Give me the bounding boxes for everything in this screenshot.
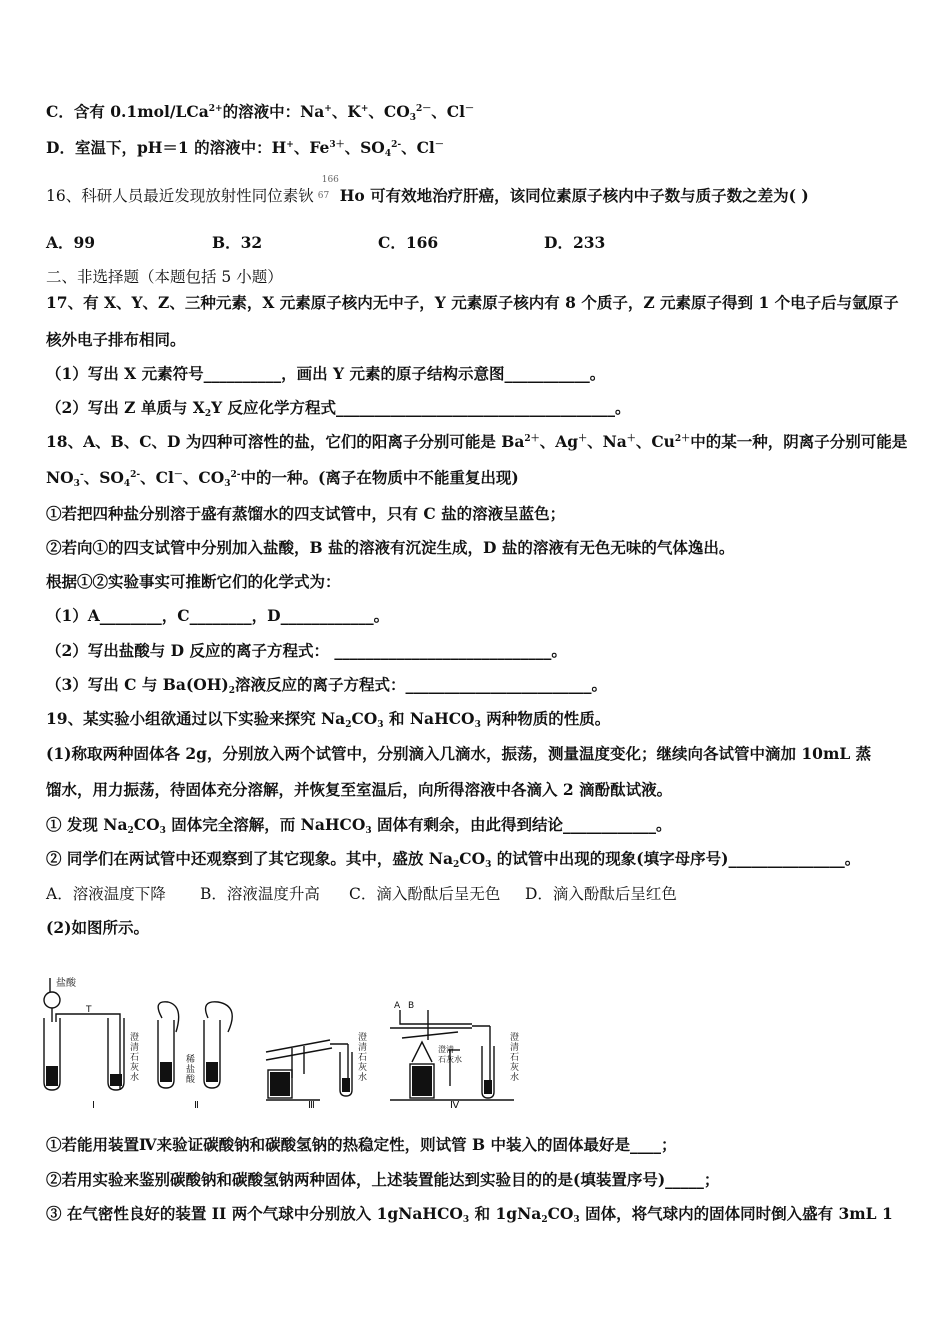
roman-label-4: Ⅳ <box>450 1100 460 1110</box>
small-limewater-line-1: 澄清 <box>438 1045 454 1054</box>
limewater-char-1: 澄 <box>130 1033 140 1043</box>
option-d: D．滴入酚酞后呈红色 <box>525 885 677 903</box>
question-18-fact-2: ②若向①的四支试管中分别加入盐酸，B 盐的溶液有沉淀生成，D 盐的溶液有无色无味的气体逸出。 <box>46 538 735 557</box>
roman-label-2: Ⅱ <box>194 1100 199 1110</box>
question-17-cont: 核外电子排布相同。 <box>46 330 186 349</box>
question-17-part-2: （2）写出 Z 单质与 $X_2Y$ 反应化学方程式____________________________________。 <box>46 398 631 419</box>
question-16-options <box>46 233 605 253</box>
limewater-char-4: 灰 <box>358 1063 368 1073</box>
question-19-q1: ①若能用装置Ⅳ来验证碳酸钠和碳酸氢钠的热稳定性，则试管 B 中装入的固体最好是____； <box>46 1135 677 1154</box>
acid-label: 盐酸 <box>56 978 76 989</box>
tube-a-label: A <box>394 1001 401 1011</box>
dilute-acid-char-1: 稀 <box>186 1055 196 1065</box>
limewater-char-1: 澄 <box>358 1033 368 1043</box>
option-b: B．32 <box>212 233 263 252</box>
question-18-part-1: （1）A________，C________，D____________。 <box>46 606 390 625</box>
question-18: 18、A、B、C、D 为四种可溶性的盐，它们的阳离子分别可能是 $Ba^{2+}$、Ag＋、Na＋、$Cu^{2+}$中的某一种，阴离子分别可能是 <box>46 432 908 451</box>
question-18-part-2: （2）写出盐酸与 D 反应的离子方程式： ____________________________。 <box>46 641 567 660</box>
limewater-char-5: 水 <box>130 1073 140 1083</box>
option-b: B．溶液温度升高 <box>200 885 320 903</box>
option-d-line: D．室温下，pH＝1 的溶液中：H+、$Fe^{3+}$、$SO_4^{2-}$、Cl－ <box>46 138 444 159</box>
question-19-q2: ②若用实验来鉴别碳酸钠和碳酸氢钠两种固体，上述装置能达到实验目的的是(填装置序号)_____； <box>46 1170 720 1189</box>
dilute-acid-char-2: 盐 <box>186 1065 196 1075</box>
limewater-char-3: 石 <box>510 1053 520 1063</box>
limewater-char-2: 清 <box>510 1043 520 1053</box>
option-c: C．166 <box>378 233 439 252</box>
question-19: 19、某实验小组欲通过以下实验来探究 $Na_2CO_3$ 和 NaHCO$_3$ 两种物质的性质。 <box>46 709 611 730</box>
question-18-part-3: （3）写出 C 与 $Ba(OH)_2$溶液反应的离子方程式：________________________。 <box>46 675 608 696</box>
question-19-part-1: (1)称取两种固体各 2g，分别放入两个试管中，分别滴入几滴水，振荡，测量温度变化；继续向各试管中滴加 10mL 蒸 <box>46 744 872 763</box>
limewater-char-2: 清 <box>130 1043 140 1053</box>
limewater-char-5: 水 <box>358 1073 368 1083</box>
tube-b-label: B <box>408 1001 415 1011</box>
option-c: C．滴入酚酞后呈无色 <box>349 885 501 903</box>
limewater-char-3: 石 <box>358 1053 368 1063</box>
question-18-prompt: 根据①②实验事实可推断它们的化学式为： <box>46 572 341 591</box>
limewater-char-4: 灰 <box>130 1063 140 1073</box>
question-19-q3: ③ 在气密性良好的装置 II 两个气球中分别放入 1gNaHCO$_3$ 和 $1gNa_2CO_3$ 固体，将气球内的固体同时倒入盛有 3mL 1 <box>46 1204 893 1225</box>
question-17: 17、有 X、Y、Z、三种元素，X 元素原子核内无中子，Y 元素原子核内有 8 个质子，Z 元素原子得到 1 个电子后与氩原子 <box>46 293 899 312</box>
limewater-char-2: 清 <box>358 1043 368 1053</box>
option-c-line: C．含有 0.1mol/LCa$^{2+}$的溶液中：Na+、K+、$CO_3^{2-}$、Cl－ <box>46 102 474 123</box>
limewater-char-4: 灰 <box>510 1063 520 1073</box>
question-17-part-1: （1）写出 X 元素符号__________，画出 Y 元素的原子结构示意图___________。 <box>46 364 606 383</box>
limewater-char-3: 石 <box>130 1053 140 1063</box>
t-label: T <box>86 1005 92 1015</box>
question-16: 16、科研人员最近发现放射性同位素钬 166 67 Ho 可有效地治疗肝癌，该同位素原子核内中子数与质子数之差为( ) <box>46 175 809 205</box>
dilute-acid-char-3: 酸 <box>186 1075 196 1085</box>
question-19-part-2: (2)如图所示。 <box>46 918 149 937</box>
roman-label-3: Ⅲ <box>308 1100 315 1110</box>
nuclide-notation: 166 67 <box>317 175 339 201</box>
limewater-char-5: 水 <box>510 1073 520 1083</box>
option-a: A．99 <box>46 233 96 252</box>
small-limewater-line-2: 石灰水 <box>438 1055 462 1064</box>
section-heading: 二、非选择题（本题包括 5 小题） <box>46 268 283 286</box>
apparatus-figure <box>40 970 530 1114</box>
question-19-part-1-cont: 馏水，用力振荡，待固体充分溶解，并恢复至室温后，向所得溶液中各滴入 2 滴酚酞试液。 <box>46 780 673 799</box>
question-19-options <box>46 884 677 904</box>
question-19-observation-1: ① 发现 $Na_2CO_3$ 固体完全溶解，而 NaHCO$_3$ 固体有剩余，由此得到结论____________。 <box>46 815 672 836</box>
question-18-anions: $NO_3^-$、$SO_4^{2-}$、Cl－、$CO_3^{2-}$中的一种。(离子在物质中不能重复出现) <box>46 468 519 489</box>
apparatus-diagram <box>40 970 530 1110</box>
option-d: D．233 <box>544 233 606 252</box>
option-a: A．溶液温度下降 <box>46 885 166 903</box>
limewater-char-1: 澄 <box>510 1033 520 1043</box>
question-19-observation-2: ② 同学们在两试管中还观察到了其它现象。其中，盛放 $Na_2CO_3$ 的试管中出现的现象(填字母序号)_______________。 <box>46 849 861 870</box>
question-18-fact-1: ①若把四种盐分别溶于盛有蒸馏水的四支试管中，只有 C 盐的溶液呈蓝色； <box>46 504 566 523</box>
roman-label-1: Ⅰ <box>92 1100 95 1110</box>
